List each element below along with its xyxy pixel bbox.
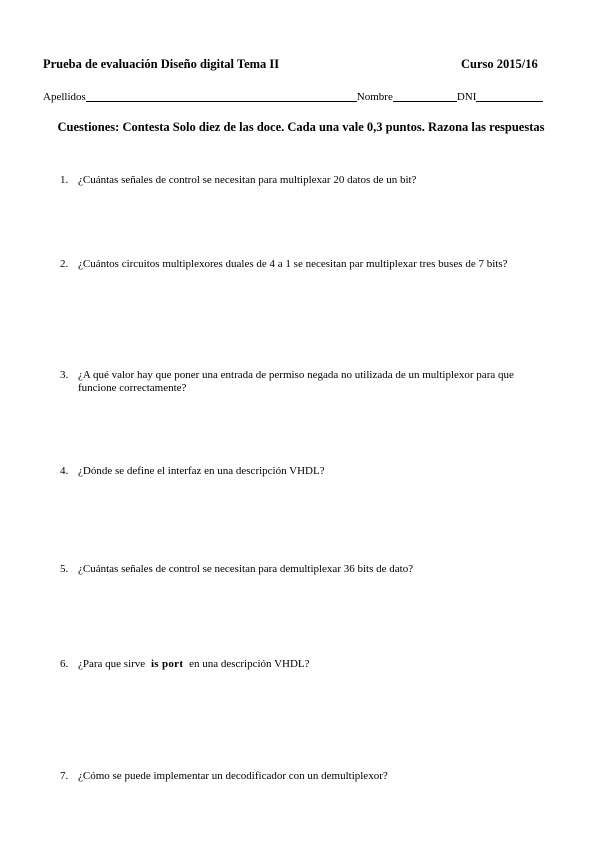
question-text: ¿Dónde se define el interfaz en una descripción VHDL?: [78, 465, 325, 477]
nombre-blank[interactable]: [393, 89, 457, 102]
question-number: 3.: [60, 369, 69, 381]
question-number: 6.: [60, 658, 69, 670]
question-number: 1.: [60, 174, 69, 186]
course-year: Curso 2015/16: [461, 57, 538, 71]
vhdl-keyword: is port: [150, 658, 184, 670]
question-number: 7.: [60, 770, 69, 782]
dni-label: DNI: [456, 91, 477, 103]
question-text-before: ¿Para que sirve: [78, 658, 146, 670]
question-item: [60, 770, 550, 783]
apellidos-label: Apellidos: [43, 91, 86, 103]
question-text: ¿A qué valor hay que poner una entrada de permiso negada no utilizada de un multiplexor para que funcione correctamente?: [78, 369, 514, 394]
question-number: 5.: [60, 563, 69, 575]
question-text: [78, 658, 550, 671]
apellidos-blank[interactable]: [86, 89, 357, 102]
nombre-label: Nombre: [356, 91, 393, 103]
question-item: [60, 174, 550, 187]
question-item: [60, 258, 550, 271]
question-text: ¿Cuántas señales de control se necesitan para demultiplexar 36 bits de dato?: [78, 563, 414, 575]
question-item: [60, 658, 550, 671]
question-item: [60, 465, 550, 478]
instructions-heading: Cuestiones: Contesta Solo diez de las doce. Cada una vale 0,3 puntos. Razona las respuestas: [57, 120, 545, 134]
dni-blank[interactable]: [476, 89, 543, 102]
exam-title: Prueba de evaluación Diseño digital Tema II: [43, 57, 280, 71]
question-item: [60, 369, 550, 395]
question-number: 4.: [60, 465, 69, 477]
question-text: ¿Cuántos circuitos multiplexores duales de 4 a 1 se necesitan par multiplexar tres buses de 7 bits?: [78, 258, 508, 270]
question-number: 2.: [60, 258, 69, 270]
question-item: [60, 563, 550, 576]
question-text-after: en una descripción VHDL?: [189, 658, 310, 670]
question-text: ¿Cómo se puede implementar un decodificador con un demultiplexor?: [78, 770, 388, 782]
student-fields: [43, 88, 543, 104]
question-text: ¿Cuántas señales de control se necesitan para multiplexar 20 datos de un bit?: [78, 174, 417, 186]
